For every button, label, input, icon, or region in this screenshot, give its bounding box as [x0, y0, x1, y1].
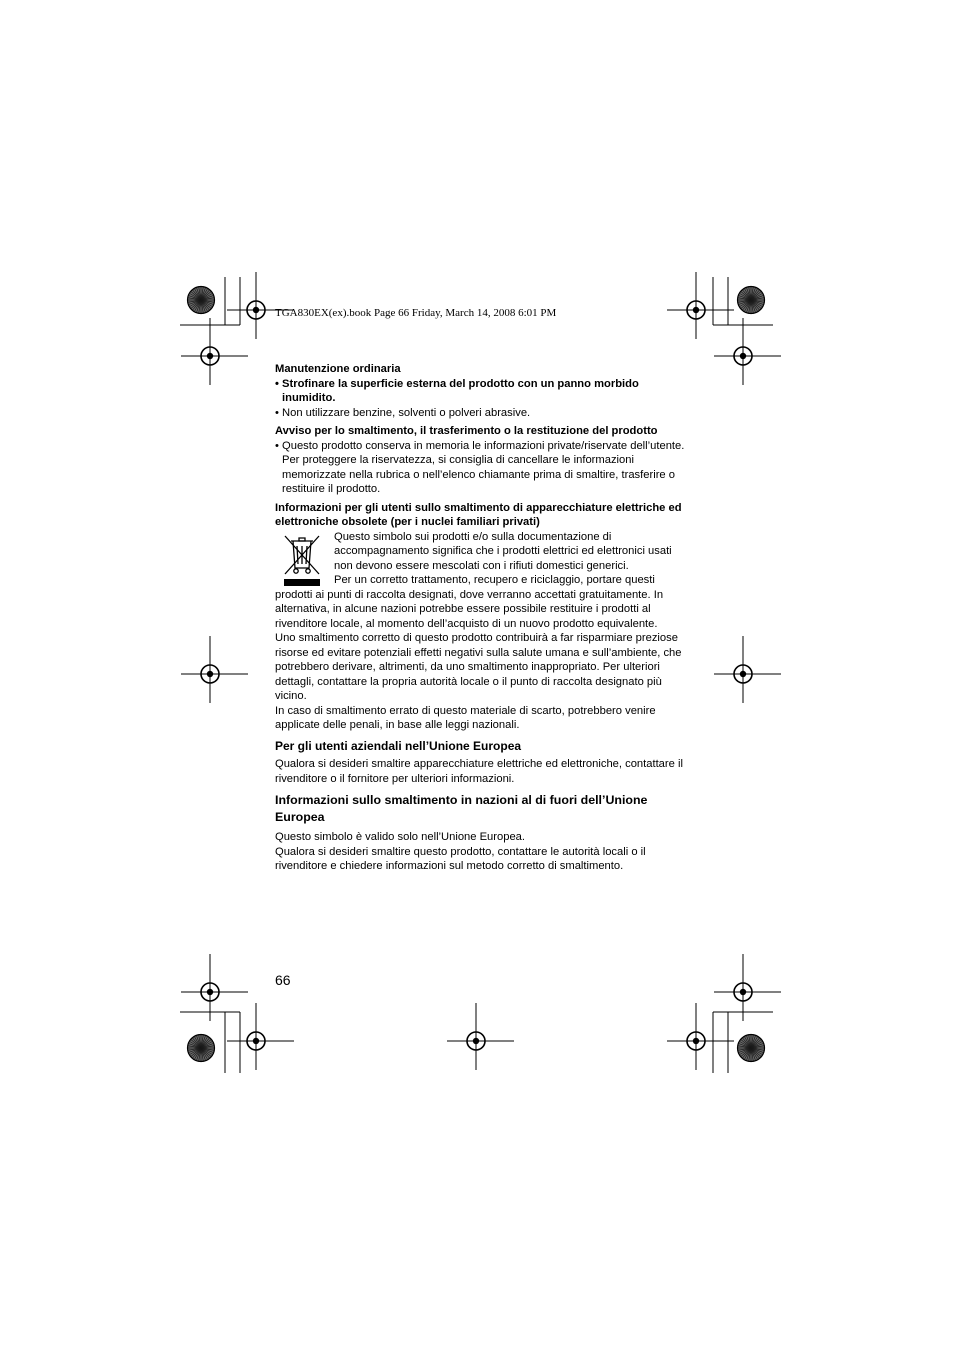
- starburst-target-icon: [188, 1035, 215, 1062]
- maintenance-heading: Manutenzione ordinaria: [275, 363, 401, 375]
- document-body: [275, 362, 685, 874]
- starburst-target-icon: [188, 287, 215, 314]
- weee-paragraph: In caso di smaltimento errato di questo materiale di scarto, potrebbero venire applicate delle penali, in base alle leggi nazionali.: [275, 704, 656, 731]
- page-number: 66: [275, 972, 291, 988]
- weee-paragraph: Per un corretto trattamento, recupero e riciclaggio, portare questi prodotti ai punti di raccolta designati, dove verranno accettati gratuitamente. In alternativa, in alcune nazioni potrebbe essere possibile restituire i prodotti al rivenditore locale, al momento dell’acquisto di un nuovo prodotto equivalente.: [275, 574, 664, 630]
- outside-eu-heading: Informazioni sullo smaltimento in nazioni al di fuori dell’Unione Europea: [275, 793, 648, 824]
- outside-eu-paragraph: Questo simbolo è valido solo nell’Unione Europea.: [275, 831, 526, 843]
- weee-heading: Informazioni per gli utenti sullo smaltimento di apparecchiature elettriche ed elettroniche obsolete (per i nuclei familiari privati): [275, 501, 682, 528]
- business-eu-paragraph: Qualora si desideri smaltire apparecchiature elettriche ed elettroniche, contattare il rivenditore o il fornitore per ulteriori informazioni.: [275, 758, 683, 785]
- business-eu-heading: Per gli utenti aziendali nell’Unione Europea: [275, 738, 522, 753]
- maintenance-bullet: • Strofinare la superficie esterna del prodotto con un panno morbido inumidito.: [275, 377, 639, 404]
- outside-eu-paragraph: Qualora si desideri smaltire questo prodotto, contattare le autorità locali o il rivenditore e chiedere informazioni sul metodo corretto di smaltimento.: [275, 845, 646, 872]
- disposal-notice-bullet: • Questo prodotto conserva in memoria le informazioni private/riservate dell’utente. Per proteggere la riservatezza, si consiglia di cancellare le informazioni memorizzate nella rubrica o nell’elenco chiamante prima di smaltire, trasferire o restituire il prodotto.: [275, 439, 685, 495]
- print-header: TGA830EX(ex).book Page 66 Friday, March 14, 2008 6:01 PM: [275, 307, 557, 319]
- crossed-out-wheelie-bin-icon: [277, 532, 327, 588]
- disposal-notice-heading: Avviso per lo smaltimento, il trasferimento o la restituzione del prodotto: [275, 425, 658, 437]
- weee-paragraph: Questo simbolo sui prodotti e/o sulla documentazione di accompagnamento significa che i prodotti elettrici ed elettronici usati non devono essere mescolati con i rifiuti domestici generici.: [334, 530, 672, 572]
- weee-paragraph: Uno smaltimento corretto di questo prodotto contribuirà a far risparmiare preziose risorse ed evitare potenziali effetti negativi sulla salute umana e sull’ambiente, che potrebbero derivare, altrimenti, da uno smaltimento inappropriato. Per ulteriori dettagli, contattare la propria autorità locale o il punto di raccolta designato più vicino.: [275, 632, 682, 702]
- starburst-target-icon: [738, 287, 765, 314]
- maintenance-bullet: • Non utilizzare benzine, solventi o polveri abrasive.: [275, 406, 531, 419]
- starburst-target-icon: [738, 1035, 765, 1062]
